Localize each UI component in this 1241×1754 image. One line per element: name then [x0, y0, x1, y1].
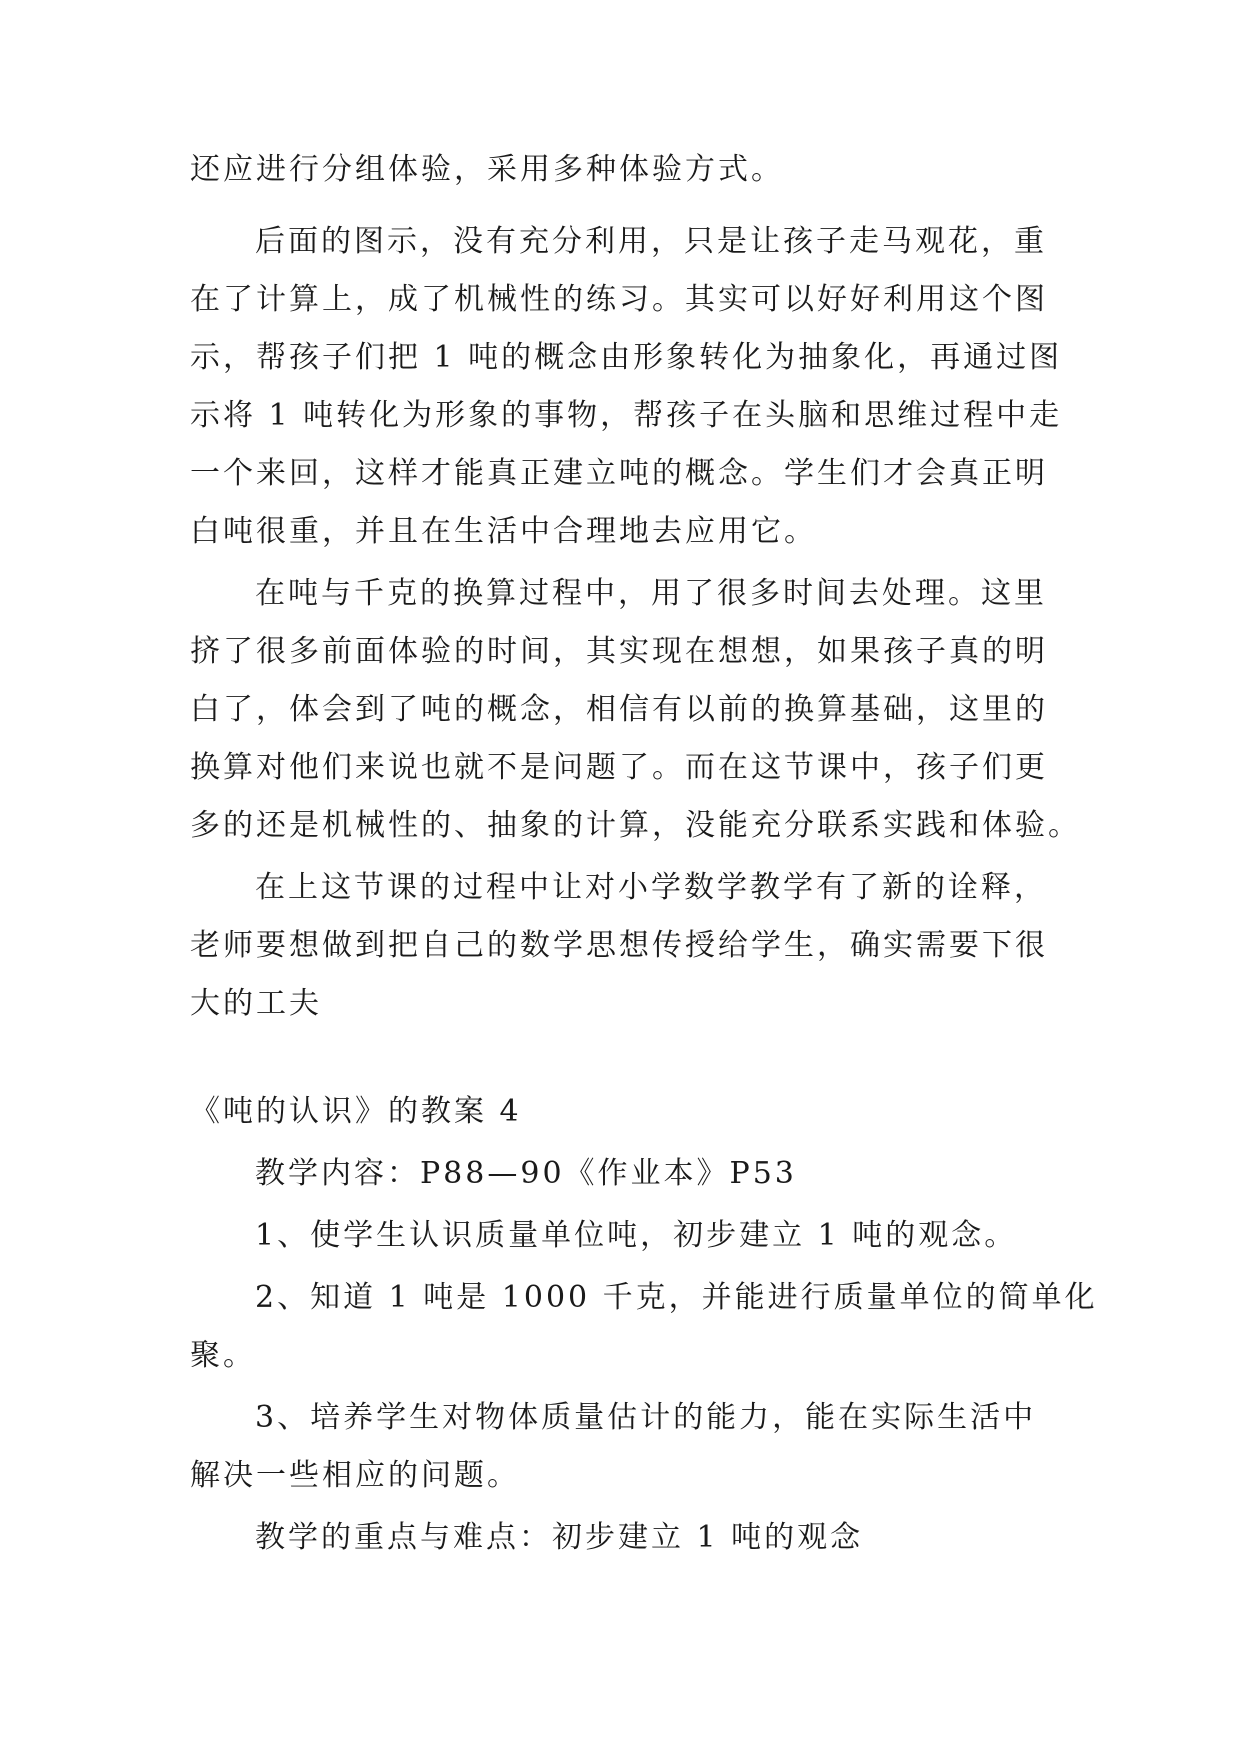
paragraph-line: 大的工夫 [190, 986, 322, 1021]
paragraph-line: 老师要想做到把自己的数学思想传授给学生，确实需要下很 [190, 928, 1048, 963]
paragraph-line: 示，帮孩子们把 1 吨的概念由形象转化为抽象化，再通过图 [190, 340, 1063, 375]
paragraph-line: 还应进行分组体验，采用多种体验方式。 [190, 152, 784, 187]
paragraph-line: 多的还是机械性的、抽象的计算，没能充分联系实践和体验。 [190, 808, 1081, 843]
paragraph-line: 白了，体会到了吨的概念，相信有以前的换算基础，这里的 [190, 692, 1048, 727]
list-item-continuation: 聚。 [190, 1338, 256, 1373]
paragraph-line: 在吨与千克的换算过程中，用了很多时间去处理。这里 [255, 576, 1047, 611]
paragraph-line: 示将 1 吨转化为形象的事物，帮孩子在头脑和思维过程中走 [190, 398, 1063, 433]
paragraph-line: 教学内容：P88—90《作业本》P53 [255, 1156, 797, 1191]
paragraph-line: 教学的重点与难点：初步建立 1 吨的观念 [255, 1520, 864, 1555]
paragraph-line: 挤了很多前面体验的时间，其实现在想想，如果孩子真的明 [190, 634, 1048, 669]
paragraph-line: 换算对他们来说也就不是问题了。而在这节课中，孩子们更 [190, 750, 1048, 785]
paragraph-line: 一个来回，这样才能真正建立吨的概念。学生们才会真正明 [190, 456, 1048, 491]
paragraph-line: 在上这节课的过程中让对小学数学教学有了新的诠释， [255, 870, 1047, 905]
list-item: 2、知道 1 吨是 1000 千克，并能进行质量单位的简单化 [255, 1280, 1098, 1315]
list-item: 1、使学生认识质量单位吨，初步建立 1 吨的观念。 [255, 1218, 1018, 1253]
list-item-continuation: 解决一些相应的问题。 [190, 1458, 520, 1493]
paragraph-line: 后面的图示，没有充分利用，只是让孩子走马观花，重 [255, 224, 1047, 259]
paragraph-line: 白吨很重，并且在生活中合理地去应用它。 [190, 514, 817, 549]
list-item: 3、培养学生对物体质量估计的能力，能在实际生活中 [255, 1400, 1037, 1435]
section-title: 《吨的认识》的教案 4 [190, 1094, 522, 1129]
paragraph-line: 在了计算上，成了机械性的练习。其实可以好好利用这个图 [190, 282, 1048, 317]
